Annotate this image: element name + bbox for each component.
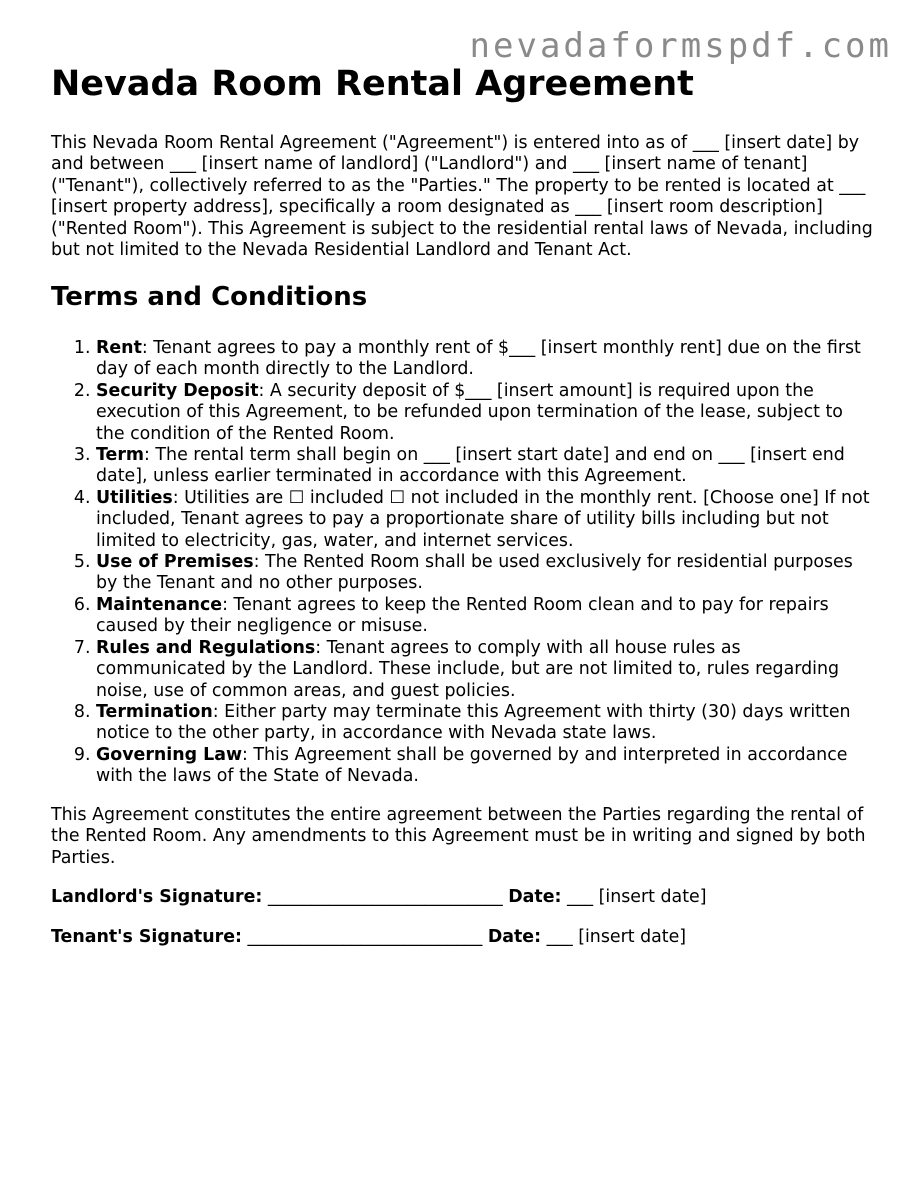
term-label: Utilities xyxy=(96,487,173,508)
term-text: : This Agreement shall be governed by and interpreted in accordance with the laws of the State of Nevada. xyxy=(96,744,848,787)
landlord-date-label: Date: xyxy=(508,887,562,907)
term-label: Maintenance xyxy=(96,594,223,615)
landlord-signature-line: ___________________________ xyxy=(262,887,509,907)
closing-paragraph: This Agreement constitutes the entire agreement between the Parties regarding the rental of the Rented Room. Any amendments to this Agreement must be in writing and signed by both Parties. xyxy=(51,805,866,868)
tenant-date-label: Date: xyxy=(487,927,542,947)
watermark-text: nevadaformspdf.com xyxy=(469,26,892,66)
term-text: : Tenant agrees to pay a monthly rent of $___ [insert monthly rent] due on the first day of each month directly to the Landlord. xyxy=(96,338,861,380)
document-title: Nevada Room Rental Agreement xyxy=(51,64,694,104)
term-text: : The Rented Room shall be used exclusively for residential purposes by the Tenant and no other purposes. xyxy=(96,552,853,594)
term-text: : Tenant agrees to comply with all house rules as communicated by the Landlord. These include, but are not limited to, rules regarding noise, use of common areas, and guest policies. xyxy=(96,637,840,701)
term-label: Security Deposit xyxy=(96,380,259,401)
term-label: Rules and Regulations xyxy=(96,637,316,658)
tenant-signature-line: ___________________________ xyxy=(241,927,488,947)
term-label: Termination xyxy=(96,701,213,722)
term-label: Use of Premises xyxy=(96,552,254,573)
term-item xyxy=(96,638,873,702)
tenant-signature-label: Tenant's Signature: xyxy=(51,927,242,947)
tenant-date-value: ___ [insert date] xyxy=(541,927,687,947)
term-item xyxy=(96,381,873,445)
term-item xyxy=(96,595,873,638)
tenant-signature-row xyxy=(51,927,686,948)
term-text: : The rental term shall begin on ___ [insert start date] and end on ___ [insert end date], unless earlier terminated in accordance with this Agreement. xyxy=(96,445,845,487)
term-text: : A security deposit of $___ [insert amount] is required upon the execution of this Agreement, to be refunded upon termination of the lease, subject to the condition of the Rented Room. xyxy=(96,380,843,444)
term-text: : Utilities are ☐ included ☐ not included in the monthly rent. [Choose one] If not included, Tenant agrees to pay a proportionate share of utility bills including but not limited to electricity, gas, water, and internet services. xyxy=(96,487,870,551)
landlord-date-value: ___ [insert date] xyxy=(561,887,707,907)
term-item xyxy=(96,702,873,745)
term-label: Rent xyxy=(96,338,142,358)
term-item xyxy=(96,338,873,381)
term-item xyxy=(96,488,873,552)
term-text: : Tenant agrees to keep the Rented Room clean and to pay for repairs caused by their negligence or misuse. xyxy=(96,594,829,637)
landlord-signature-row xyxy=(51,887,707,908)
term-item xyxy=(96,552,873,595)
section-heading: Terms and Conditions xyxy=(51,282,368,312)
term-label: Governing Law xyxy=(96,744,243,765)
term-item xyxy=(96,745,873,788)
terms-list xyxy=(51,338,873,788)
term-label: Term xyxy=(96,445,145,466)
term-item xyxy=(96,445,873,488)
intro-paragraph: This Nevada Room Rental Agreement ("Agreement") is entered into as of ___ [insert date] by and between ___ [insert name of landlord] ("Landlord") and ___ [insert name of tenant] ("Tenant"), collectively referred to as the "Parties." The property to be rented is located at ___ [insert property address], specifically a room designated as ___ [insert room description] ("Rented Room"). This Agreement is subject to the residential rental laws of Nevada, including but not limited to the Nevada Residential Landlord and Tenant Act. xyxy=(51,133,873,261)
term-text: : Either party may terminate this Agreement with thirty (30) days written notice to the other party, in accordance with Nevada state laws. xyxy=(96,701,851,744)
landlord-signature-label: Landlord's Signature: xyxy=(51,887,263,907)
